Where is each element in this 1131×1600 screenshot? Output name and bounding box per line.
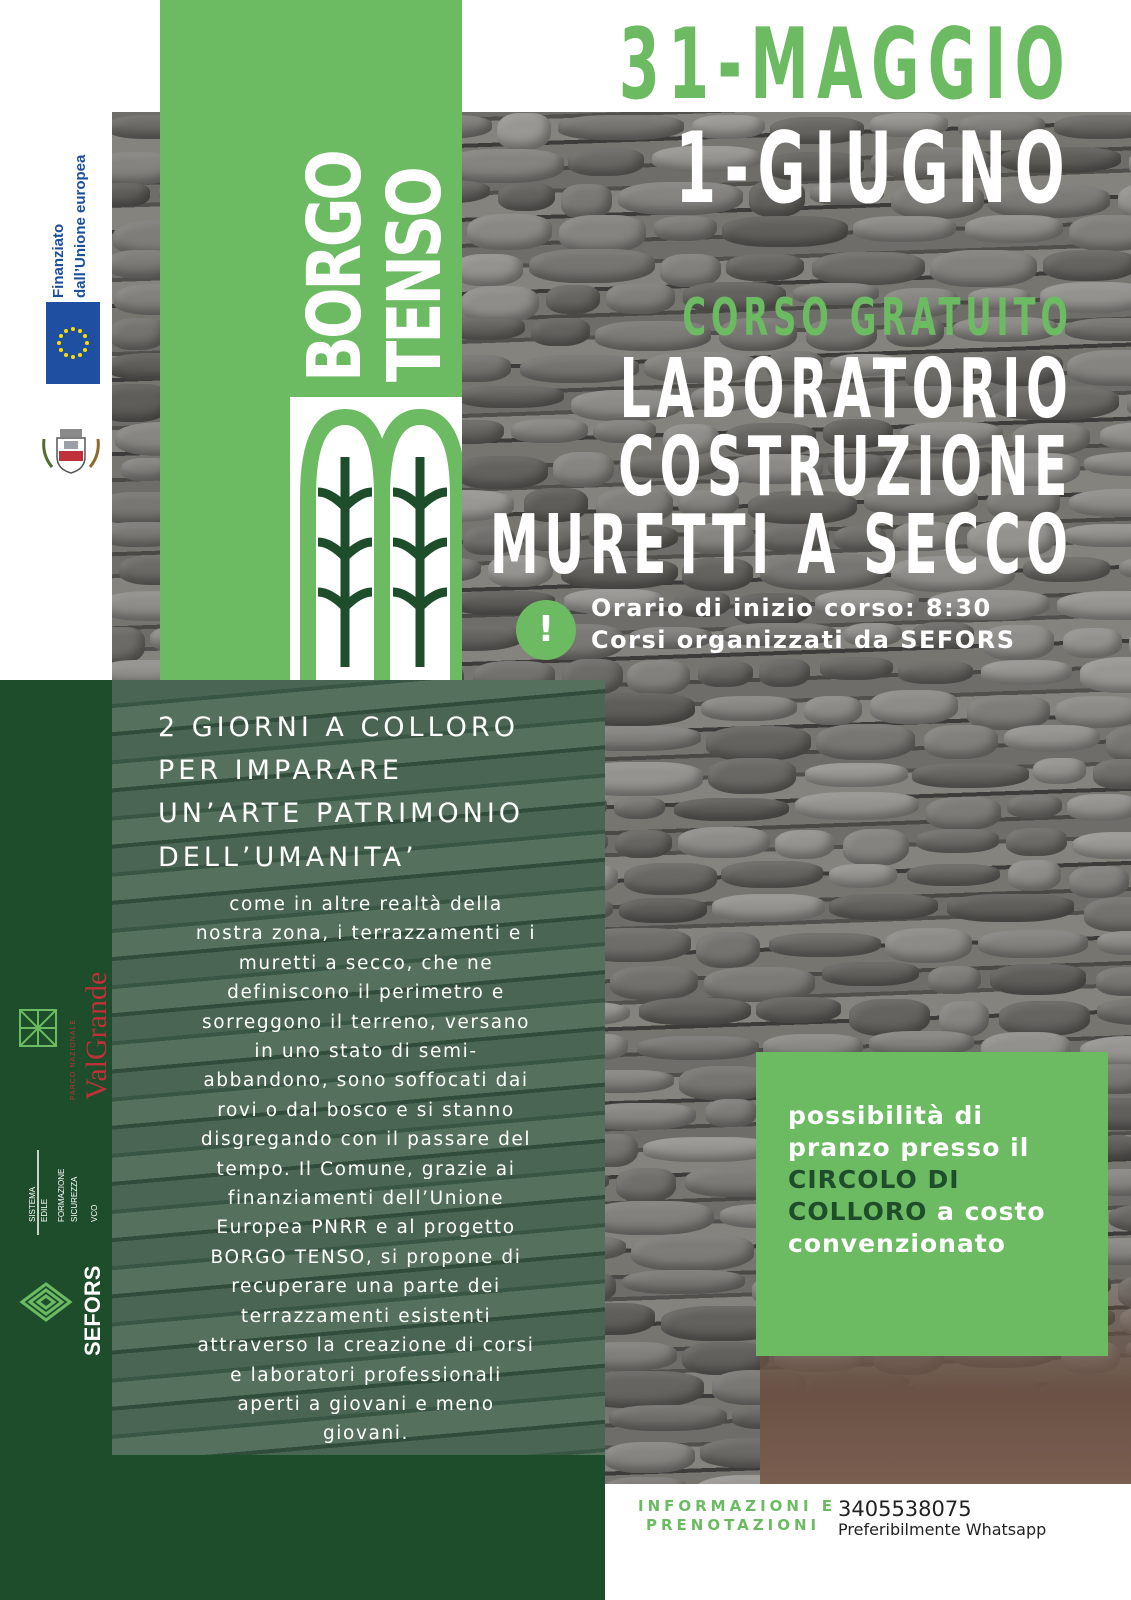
- wall-stone: [610, 966, 698, 1000]
- eu-text-line: dall’Unione europea: [72, 154, 89, 298]
- intro-body-line: recuperare una parte dei: [231, 1276, 501, 1298]
- wall-stone: [721, 861, 823, 888]
- wall-stone: [1006, 828, 1066, 856]
- lunch-line-mixed: [788, 1196, 1088, 1228]
- wall-stone: [1084, 897, 1131, 932]
- wall-stone: [1008, 860, 1061, 890]
- wall-stone: [604, 1442, 695, 1473]
- wall-stone: [454, 254, 522, 286]
- course-tag: CORSO GRATUITO: [682, 288, 1073, 348]
- contact-label: INFORMAZIONI E: [638, 1497, 837, 1515]
- wall-stone: [637, 1036, 759, 1060]
- intro-body-line: rovi o dal bosco e si stanno: [217, 1099, 515, 1121]
- wall-stone: [870, 690, 958, 723]
- wall-stone: [930, 250, 1037, 287]
- sefors-desc-line: VCO: [90, 1204, 99, 1222]
- title-line-2: COSTRUZIONE: [618, 420, 1073, 515]
- wall-stone: [1119, 556, 1131, 580]
- wall-stone: [706, 726, 812, 761]
- wall-stone: [701, 696, 797, 721]
- borgo-tenso-logo-icon: [290, 397, 462, 690]
- wall-stone: [924, 725, 999, 759]
- wall-stone: [843, 829, 909, 867]
- wall-stone: [1100, 422, 1131, 450]
- wall-stone: [696, 932, 760, 968]
- wall-stone: [907, 864, 1000, 886]
- wall-stone: [1063, 524, 1131, 547]
- exclamation-icon: !: [516, 600, 576, 660]
- wall-stone: [1004, 725, 1100, 752]
- wall-stone: [775, 830, 834, 859]
- sefors-desc-line: EDILE: [40, 1198, 49, 1222]
- wall-stone: [885, 928, 972, 963]
- wall-stone: [1097, 998, 1131, 1025]
- lunch-line: a costo: [927, 1197, 1046, 1226]
- wall-stone: [1033, 758, 1086, 784]
- wall-stone: [829, 864, 897, 888]
- wall-stone: [639, 998, 751, 1024]
- intro-body-line: definiscono il perimetro e: [227, 982, 505, 1004]
- eu-text-line: Finanziato: [50, 223, 67, 298]
- wall-stone: [812, 252, 925, 285]
- date-end: 1-GIUGNO: [675, 112, 1073, 226]
- wall-stone: [708, 758, 797, 793]
- lunch-highlight: COLLORO: [788, 1197, 928, 1226]
- contact-phone[interactable]: 3405538075: [838, 1497, 972, 1521]
- wall-stone: [615, 830, 672, 858]
- intro-heading-line: DELL’UMANITA’: [158, 842, 418, 873]
- wall-stone: [705, 1099, 757, 1127]
- intro-body-line: Europea PNRR e al progetto: [216, 1217, 516, 1239]
- park-name: ValGrande: [80, 971, 113, 1100]
- wall-stone: [497, 113, 551, 150]
- contact-note: Preferibilmente Whatsapp: [838, 1520, 1047, 1539]
- wall-stone: [999, 1001, 1090, 1036]
- brand-title: [290, 120, 462, 380]
- wall-stone: [559, 215, 646, 253]
- intro-body-line: in uno stato di semi-: [254, 1041, 478, 1063]
- lunch-line: convenzionato: [788, 1229, 1006, 1258]
- intro-body-line: e laboratori professionali: [230, 1364, 502, 1386]
- wall-stone: [1069, 866, 1128, 898]
- wall-stone: [928, 966, 980, 994]
- wall-stone: [112, 183, 150, 206]
- wall-stone: [1109, 1203, 1131, 1233]
- intro-body-line: finanziamenti dell’Unione: [227, 1188, 505, 1210]
- wall-stone: [546, 285, 600, 314]
- wall-stone: [829, 894, 937, 920]
- sefors-desc-line: SISTEMA: [28, 1186, 37, 1222]
- intro-heading-line: 2 GIORNI A COLLORO: [158, 712, 519, 743]
- intro-body-line: sorreggono il terreno, versano: [202, 1011, 530, 1033]
- wall-stone: [1073, 832, 1131, 859]
- start-time-text: Orario di inizio corso: 8:30: [591, 594, 992, 622]
- wall-stone: [1067, 794, 1131, 820]
- wall-stone: [1065, 318, 1131, 341]
- intro-body: [150, 890, 582, 1449]
- wall-stone: [912, 763, 1029, 788]
- intro-body-line: BORGO TENSO, si propone di: [210, 1246, 522, 1268]
- wall-stone: [1097, 931, 1131, 955]
- wall-stone: [529, 249, 655, 284]
- wall-stone: [445, 149, 564, 183]
- wall-stone: [456, 456, 549, 489]
- contact-label: PRENOTAZIONI: [646, 1516, 821, 1534]
- wall-stone: [606, 283, 675, 313]
- wall-stone: [623, 1270, 746, 1294]
- wall-stone: [588, 1201, 714, 1236]
- wall-stone: [1127, 386, 1131, 421]
- wall-stone: [604, 1477, 687, 1484]
- wall-stone: [712, 894, 825, 922]
- wall-stone: [1106, 726, 1131, 762]
- wall-stone: [568, 148, 644, 176]
- wall-stone: [498, 183, 555, 211]
- wall-stone: [1057, 591, 1131, 620]
- wall-stone: [804, 696, 862, 725]
- wall-stone: [1096, 967, 1131, 996]
- wall-stone: [726, 254, 804, 281]
- title-line-1: LABORATORIO: [619, 342, 1073, 437]
- organizer-text: Corsi organizzati da SEFORS: [591, 626, 1016, 654]
- intro-body-line: tempo. Il Comune, grazie ai: [216, 1158, 516, 1180]
- wall-stone: [805, 763, 908, 787]
- wall-stone: [624, 863, 716, 895]
- brand-name-line2: TENSO: [372, 169, 458, 382]
- wall-stone: [1069, 215, 1131, 251]
- wall-stone: [916, 829, 999, 853]
- wall-stone: [616, 1168, 676, 1202]
- intro-heading-line: PER IMPARARE: [158, 755, 403, 786]
- wall-stone: [1043, 250, 1131, 281]
- wall-stone: [898, 661, 973, 684]
- wall-stone: [926, 797, 1001, 830]
- date-start: 31-MAGGIO: [618, 8, 1073, 122]
- municipal-coat-of-arms-icon: [40, 425, 102, 475]
- eu-flag-icon: [46, 302, 100, 384]
- wall-stone: [674, 798, 789, 821]
- intro-body-line: attraverso la creazione di corsi: [197, 1335, 535, 1357]
- wall-stone: [978, 930, 1088, 958]
- wall-stone: [561, 184, 612, 218]
- wall-stone: [795, 792, 919, 820]
- wall-stone: [1063, 628, 1121, 658]
- intro-body-line: come in altre realtà della: [229, 894, 503, 915]
- intro-body-line: abbandono, sono soffocati dai: [203, 1070, 529, 1092]
- brand-name-line1: BORGO: [292, 152, 378, 382]
- wall-stone: [553, 452, 614, 487]
- wall-stone: [112, 318, 166, 350]
- wall-stone: [816, 724, 915, 760]
- wall-stone: [990, 964, 1086, 995]
- lunch-text: [788, 1100, 1088, 1260]
- wall-stone: [1069, 489, 1131, 517]
- wall-stone: [1093, 759, 1131, 789]
- intro-body-line: nostra zona, i terrazzamenti e i: [195, 923, 537, 945]
- wall-stone: [627, 660, 691, 695]
- intro-body-line: aperti a giovani e meno: [237, 1393, 495, 1415]
- sefors-name: SEFORS: [80, 1265, 105, 1356]
- wall-stone: [643, 1137, 772, 1162]
- wall-stone: [1007, 795, 1062, 818]
- wall-stone: [511, 419, 588, 443]
- intro-body-line: muretti a secco, che ne: [238, 952, 494, 974]
- lunch-line: possibilità di: [788, 1101, 983, 1130]
- wall-stone: [981, 660, 1072, 685]
- lunch-highlight: CIRCOLO DI: [788, 1165, 960, 1194]
- wall-stone: [619, 898, 707, 924]
- intro-body-line: disgregando con il passare del: [200, 1129, 532, 1151]
- sefors-desc-line: SICUREZZA: [70, 1176, 79, 1222]
- wall-stone: [759, 659, 811, 686]
- wall-stone: [678, 827, 770, 858]
- wall-stone: [822, 962, 919, 986]
- eu-funding-text: [46, 120, 106, 300]
- wall-stone: [609, 1405, 727, 1431]
- wall-stone: [820, 657, 893, 681]
- wall-stone: [1055, 696, 1131, 728]
- wall-stone: [614, 797, 665, 819]
- sefors-desc-line: FORMAZIONE: [57, 1168, 66, 1222]
- intro-body-line: terrazzamenti esistenti: [240, 1305, 492, 1327]
- wall-stone: [531, 318, 590, 345]
- wall-stone: [1067, 350, 1131, 386]
- wall-stone: [1084, 452, 1131, 475]
- wall-stone: [947, 894, 1075, 921]
- wall-stone: [631, 1234, 754, 1271]
- wall-stone: [458, 386, 564, 408]
- wall-stone: [1080, 657, 1131, 692]
- intro-heading-line: UN’ARTE PATRIMONIO: [158, 798, 525, 829]
- wall-stone: [112, 627, 145, 664]
- wall-stone: [769, 933, 881, 957]
- lunch-line: pranzo presso il: [788, 1133, 1030, 1162]
- intro-body-line: giovani.: [322, 1423, 410, 1445]
- park-small-text: PARCO NAZIONALE: [70, 1019, 77, 1100]
- wall-stone: [698, 661, 753, 687]
- wall-stone: [756, 997, 841, 1023]
- wall-stone: [467, 214, 553, 250]
- title-line-3: MURETTI A SECCO: [489, 498, 1073, 593]
